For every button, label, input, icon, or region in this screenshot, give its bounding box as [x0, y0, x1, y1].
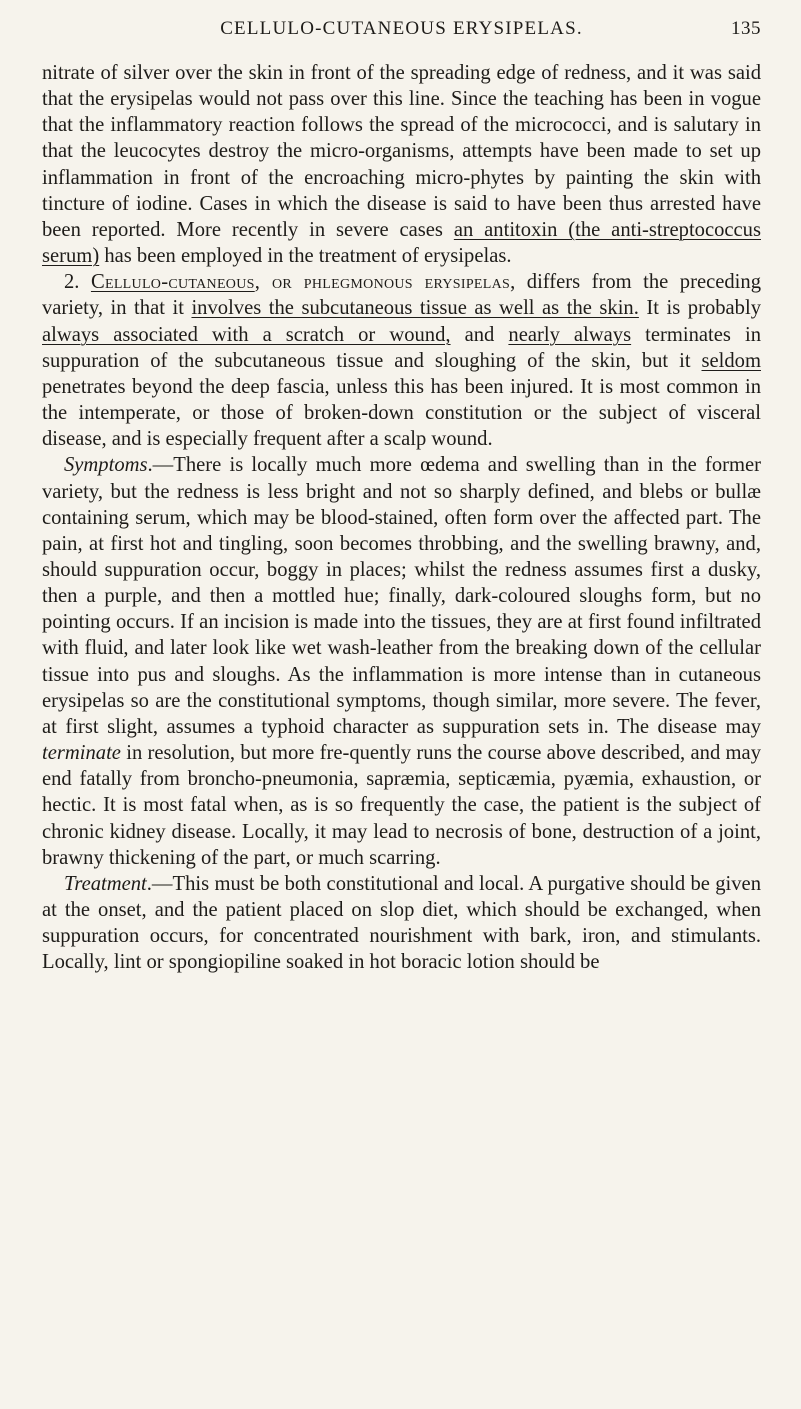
subheading-symptoms: Symptoms [64, 454, 148, 477]
section-title: Cellulo-cutaneous [90, 271, 255, 294]
underlined-phrase: nearly always [508, 323, 632, 346]
section-title-joiner: , or [254, 271, 304, 294]
paragraph-cellulo-cutaneous [42, 269, 761, 452]
paragraph-treatment [42, 871, 761, 976]
paragraph-symptoms [42, 452, 761, 871]
text-span: , differs from the preceding variety, in that it [42, 271, 761, 320]
text-span: has been employed in the treatment of erysipelas. [99, 245, 512, 268]
section-title-alt: phlegmonous erysipelas [303, 271, 511, 294]
underlined-phrase: an antitoxin (the anti-streptococcus serum) [42, 218, 761, 268]
subheading-treatment: Treatment [64, 872, 147, 895]
text-span: .—There is locally much more œdema and swelling than in the former variety, but the redness is less bright and not so sharply defined, and blebs or bullæ containing serum, which may be blood-stained, often form over the affected part. The pain, at first hot and tingling, soon becomes throbbing, and the swelling brawny, and, should suppuration occur, boggy in places; whilst the redness assumes first a dusky, then a purple, and then a mottled hue; finally, dark-coloured sloughs form, but no pointing occurs. If an incision is made into the tissues, they are at first found infiltrated with fluid, and later look like wet wash-leather from the breaking down of the cellular tissue into pus and sloughs. As the inflammation is more intense than in cutaneous erysipelas so are the constitutional symptoms, though similar, more severe. The fever, at first slight, assumes a typhoid character as suppuration sets in. The disease may [42, 454, 761, 738]
underlined-phrase: always associated with a scratch or wound, [42, 323, 451, 346]
underlined-phrase: seldom [701, 349, 761, 372]
running-title: CELLULO-CUTANEOUS ERYSIPELAS. [220, 18, 583, 39]
paragraph-erysipelas-treatment-cont [42, 60, 761, 269]
text-span: .—This must be both constitutional and local. A purgative should be given at the onset, and the patient placed on slop diet, which should be exchanged, when suppuration occurs, for concentrated nourishment with bark, iron, and stimulants. Locally, lint or spongiopiline soaked in hot boracic lotion should be [42, 872, 761, 974]
text-span: terminates in suppuration of the subcutaneous tissue and sloughing of the skin, but it [42, 323, 762, 372]
text-span: and [450, 323, 509, 346]
text-span: penetrates beyond the deep fascia, unless this has been injured. It is most common in the intemperate, or those of broken-down constitution or the subject of visceral disease, and is especially frequent after a scalp wound. [42, 375, 761, 451]
emphasis: terminate [42, 742, 121, 765]
section-number: 2. [64, 271, 91, 294]
page-number: 135 [731, 18, 761, 39]
body-text [42, 60, 761, 975]
text-span: It is probably [638, 297, 761, 320]
text-span: in resolution, but more fre-quently runs the course above described, and may end fatally from broncho-pneumonia, sapræmia, septicæmia, pyæmia, exhaustion, or hectic. It is most fatal when, as is so frequently the case, the patient is the subject of chronic kidney disease. Locally, it may lead to necrosis of bone, destruction of a joint, brawny thickening of the part, or much scarring. [42, 742, 761, 869]
underlined-phrase: involves the subcutaneous tissue as well as the skin. [191, 297, 639, 320]
running-head [42, 18, 761, 48]
text-span: nitrate of silver over the skin in front of the spreading edge of redness, and it was said that the erysipelas would not pass over this line. Since the teaching has been in vogue that the inflammatory reaction follows the spread of the micrococci, and is salutary in that the leucocytes destroy the micro-organisms, attempts have been made to set up inflammation in front of the encroaching micro-phytes by painting the skin with tincture of iodine. Cases in which the disease is said to have been thus arrested have been reported. More recently in severe cases [42, 62, 761, 241]
